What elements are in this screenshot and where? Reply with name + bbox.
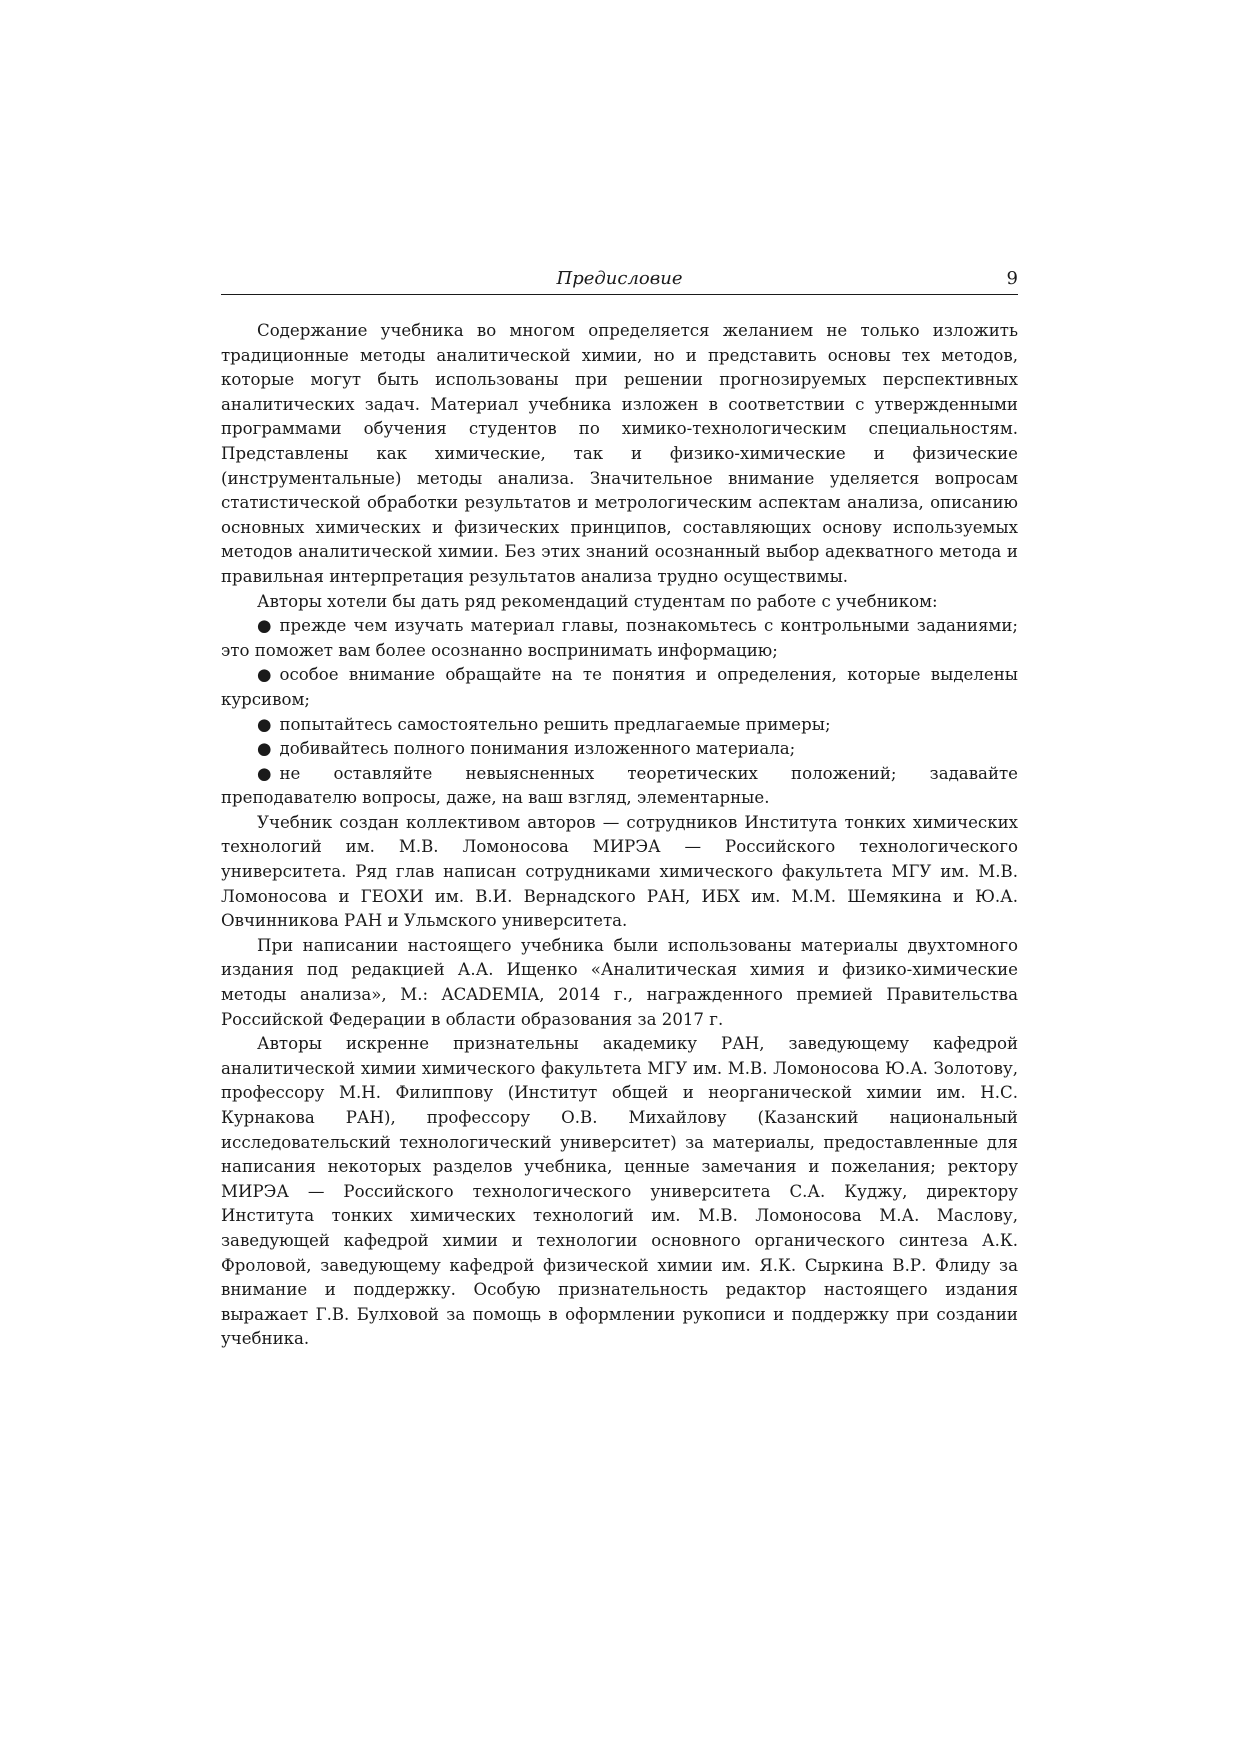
bullet-icon: ● <box>257 665 272 685</box>
list-item-text: особое внимание обращайте на те понятия и определения, которые выделены курсивом; <box>221 665 1018 709</box>
running-header <box>221 268 1018 295</box>
list-item <box>221 713 1018 738</box>
list-item-text: попытайтесь самостоятельно решить предлагаемые примеры; <box>279 714 831 734</box>
bullet-icon: ● <box>257 714 272 734</box>
list-item <box>221 762 1018 811</box>
list-item <box>221 614 1018 663</box>
list-item <box>221 737 1018 762</box>
body-text <box>221 319 1018 1352</box>
bullet-icon: ● <box>257 616 272 636</box>
running-title: Предисловие <box>556 268 683 289</box>
list-item-text: прежде чем изучать материал главы, познакомьтесь с контрольными заданиями; это поможет вам более осознанно воспринимать информацию; <box>221 616 1018 660</box>
paragraph-recommendations-lead: Авторы хотели бы дать ряд рекомендаций студентам по работе с учебником: <box>257 591 938 611</box>
bullet-icon: ● <box>257 763 272 783</box>
paragraph-intro: Содержание учебника во многом определяется желанием не только изложить традиционные методы аналитической химии, но и представить основы тех методов, которые могут быть использованы при решении прогнозируемых перспективных аналитических задач. Материал учебника изложен в соответствии с утвержденными программами обучения студентов по химико-технологическим специальностям. Представлены как химические, так и физико-химические и физические (инструментальные) методы анализа. Значительное внимание уделяется вопросам статистической обработки результатов и метрологическим аспектам анализа, описанию основных химических и физических принципов, составляющих основу используемых методов аналитической химии. Без этих знаний осознанный выбор адекватного метода и правильная интерпретация результатов анализа трудно осуществимы. <box>221 321 1018 586</box>
list-item-text: добивайтесь полного понимания изложенного материала; <box>279 739 796 759</box>
list-item <box>221 663 1018 712</box>
paragraph-authors: Учебник создан коллективом авторов — сотрудников Института тонких химических технологий им. М.В. Ломоносова МИРЭА — Российского технологического университета. Ряд глав написан сотрудниками химического факультета МГУ им. М.В. Ломоносова и ГЕОХИ им. В.И. Вернадского РАН, ИБХ им. М.М. Шемякина и Ю.А. Овчинникова РАН и Ульмского университета. <box>221 812 1018 931</box>
list-item-text: не оставляйте невыясненных теоретических положений; задавайте преподавателю вопросы, даже, на ваш взгляд, элементарные. <box>221 763 1018 808</box>
paragraph-acknowledgements: Авторы искренне признательны академику РАН, заведующему кафедрой аналитической химии химического факультета МГУ им. М.В. Ломоносова Ю.А. Золотову, профессору М.Н. Филиппову (Институт общей и неорганической химии им. Н.С. Курнакова РАН), профессору О.В. Михайлову (Казанский национальный исследовательский технологический университет) за материалы, предоставленные для написания некоторых разделов учебника, ценные замечания и пожелания; ректору МИРЭА — Российского технологического университета С.А. Куджу, директору Института тонких химических технологий им. М.В. Ломоносова М.А. Маслову, заведующей кафедрой химии и технологии основного органического синтеза А.К. Фроловой, заведующему кафедрой физической химии им. Я.К. Сыркина В.Р. Флиду за внимание и поддержку. Особую признательность редактор настоящего издания выражает Г.В. Булховой за помощь в оформлении рукописи и поддержку при создании учебника. <box>221 1034 1018 1349</box>
paragraph-sources: При написании настоящего учебника были использованы материалы двухтомного издания под редакцией А.А. Ищенко «Аналитическая химия и физико-химические методы анализа», М.: ACADEMIA, 2014 г., награжденного премией Правительства Российской Федерации в области образования за 2017 г. <box>221 935 1018 1029</box>
book-page <box>221 268 1018 1352</box>
recommendations-list <box>221 614 1018 811</box>
page-number: 9 <box>1006 268 1018 289</box>
bullet-icon: ● <box>257 739 272 759</box>
